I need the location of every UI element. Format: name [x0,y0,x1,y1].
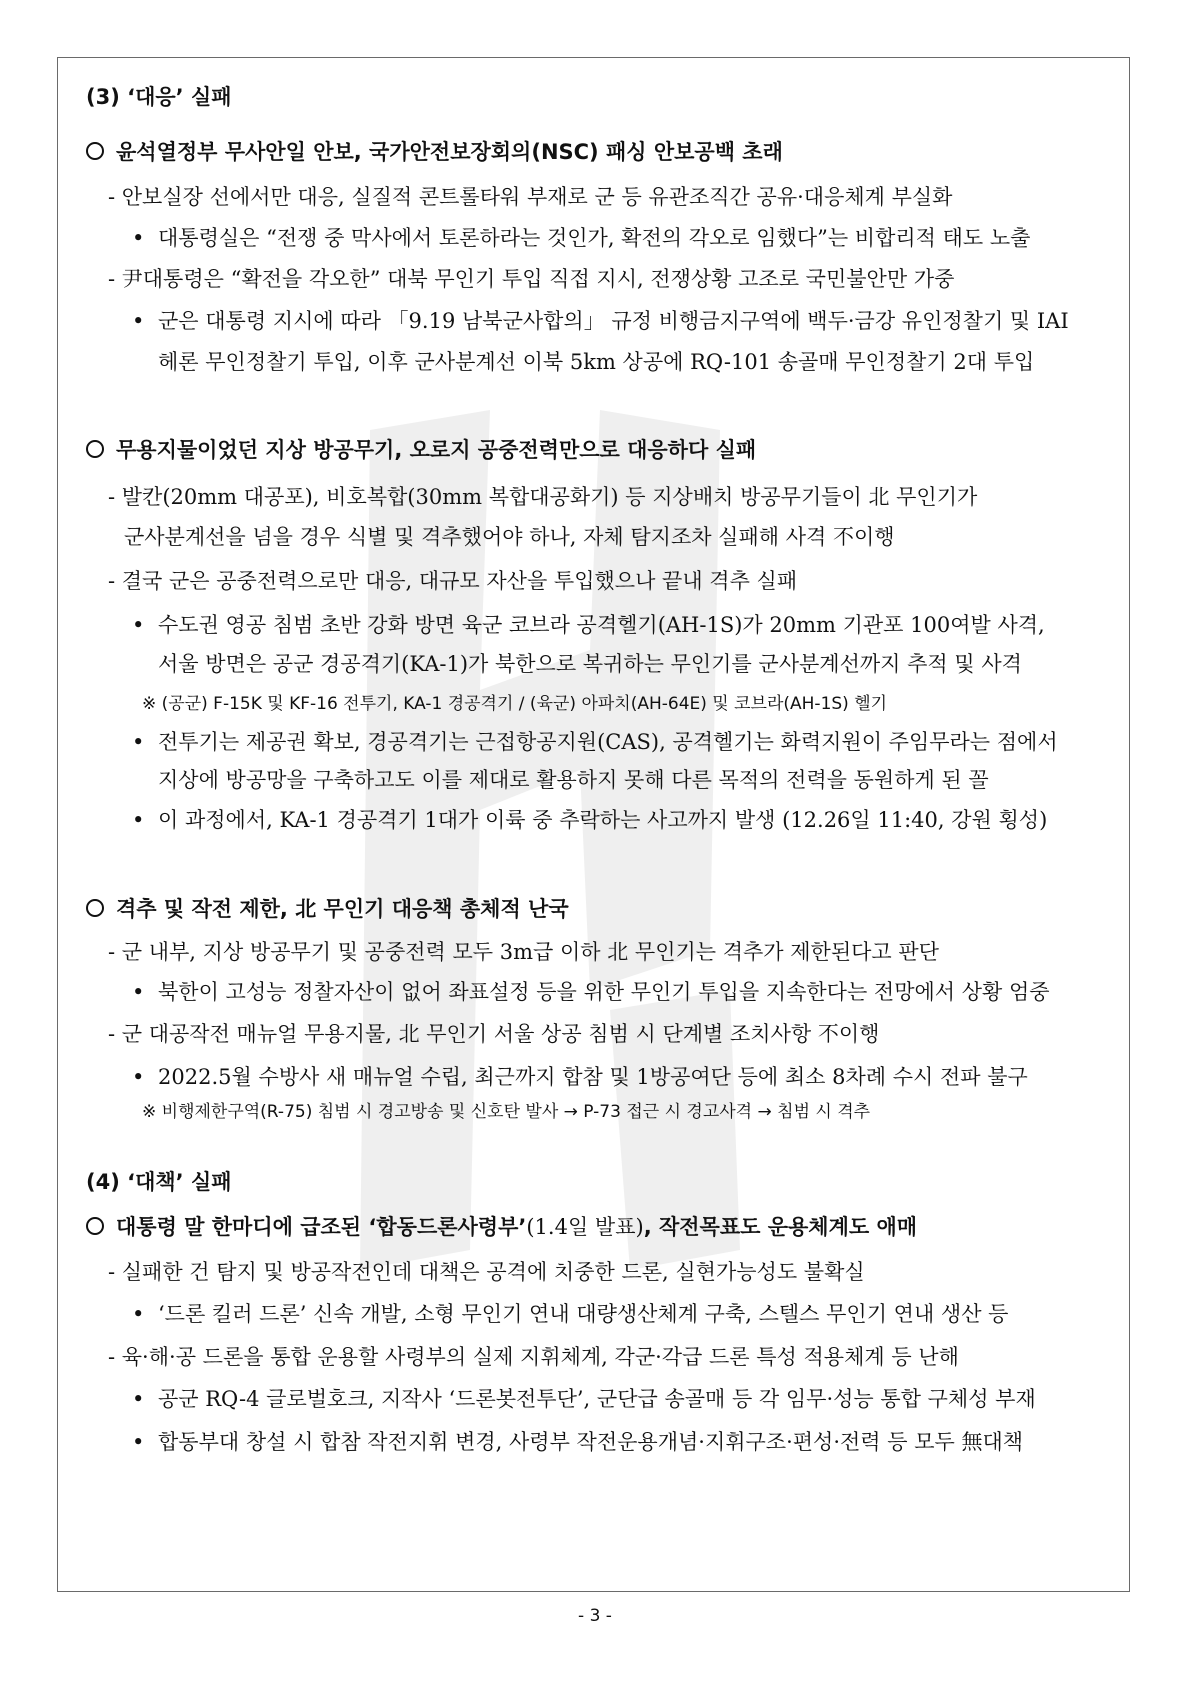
heading-text: 윤석열정부 무사안일 안보, 국가안전보장회의(NSC) 패싱 안보공백 초래 [116,140,783,164]
bullet-text: 북한이 고성능 정찰자산이 없어 좌표설정 등을 위한 무인기 투입을 지속한다는 전망에서 상황 엄중 [158,980,1050,1004]
dash-item: - 육·해·공 드론을 통합 운용할 사령부의 실제 지휘체계, 각군·각급 드론 특성 적용체계 등 난해 [108,1345,959,1369]
bullet-item [86,977,1050,1007]
bullet-text: 공군 RQ-4 글로벌호크, 지작사 ‘드론봇전투단’, 군단급 송골매 등 각 임무·성능 통합 구체성 부재 [158,1387,1036,1411]
bullet-text: 이 과정에서, KA-1 경공격기 1대가 이륙 중 추락하는 사고까지 발생 (12.26일 11:40, 강원 횡성) [158,808,1048,832]
bullet-item [86,805,1047,835]
bullet-text: 전투기는 제공권 확보, 경공격기는 근접항공지원(CAS), 공격헬기는 화력지원이 주임무라는 점에서 [158,730,1058,754]
bullet-text: 대통령실은 “전쟁 중 막사에서 토론하라는 것인가, 확전의 각오로 임했다”는 비합리적 태도 노출 [158,226,1031,250]
bullet-item [86,610,1045,640]
dot-bullet-icon: • [132,808,145,832]
dot-bullet-icon: • [132,226,145,250]
circle-bullet-icon [86,440,104,458]
heading-item [86,894,569,924]
note-line: ※ (공군) F-15K 및 KF-16 전투기, KA-1 경공격기 / (육군) 아파치(AH-64E) 및 코브라(AH-1S) 헬기 [142,694,888,714]
dot-bullet-icon: • [132,613,145,637]
heading-text: 대통령 말 한마디에 급조된 ‘합동드론사령부’ [116,1215,527,1239]
dash-item: - 결국 군은 공중전력으로만 대응, 대규모 자산을 투입했으나 끝내 격추 실패 [108,569,798,593]
dash-item: - 실패한 건 탐지 및 방공작전인데 대책은 공격에 치중한 드론, 실현가능성도 불확실 [108,1260,865,1284]
bullet-text: ‘드론 킬러 드론’ 신속 개발, 소형 무인기 연내 대량생산체계 구축, 스텔스 무인기 연내 생산 등 [158,1302,1009,1326]
dot-bullet-icon: • [132,1065,145,1089]
dash-item: - 군 대공작전 매뉴얼 무용지물, 北 무인기 서울 상공 침범 시 단계별 조치사항 不이행 [108,1022,880,1046]
bullet-item [86,223,1030,253]
heading-item [86,1212,917,1242]
section-title: (4) ‘대책’ 실패 [86,1170,232,1194]
section-title: (3) ‘대응’ 실패 [86,85,232,109]
bullet-item [86,1062,1028,1092]
bullet-text: 군은 대통령 지시에 따라 「9.19 남북군사합의」 규정 비행금지구역에 백두·금강 유인정찰기 및 IAI [158,309,1069,333]
circle-bullet-icon [86,899,104,917]
heading-date-text: (1.4일 발표) [526,1215,644,1239]
dot-bullet-icon: • [132,1430,145,1454]
continuation-line: 지상에 방공망을 구축하고도 이를 제대로 활용하지 못해 다른 목적의 전력을 동원하게 된 꼴 [158,768,989,792]
dash-item: - 발칸(20mm 대공포), 비호복합(30mm 복합대공화기) 등 지상배치 방공무기들이 北 무인기가 [108,485,978,509]
dot-bullet-icon: • [132,1302,145,1326]
continuation-line: 헤론 무인정찰기 투입, 이후 군사분계선 이북 5km 상공에 RQ-101 송골매 무인정찰기 2대 투입 [158,350,1035,374]
page-number: - 3 - [578,1606,612,1626]
dash-item: - 안보실장 선에서만 대응, 실질적 콘트롤타워 부재로 군 등 유관조직간 공유·대응체계 부실화 [108,185,953,209]
dash-item: - 尹대통령은 “확전을 각오한” 대북 무인기 투입 직접 지시, 전쟁상황 고조로 국민불안만 가중 [108,267,955,291]
dash-item: - 군 내부, 지상 방공무기 및 공중전력 모두 3m급 이하 北 무인기는 격추가 제한된다고 판단 [108,940,939,964]
bullet-text: 2022.5월 수방사 새 매뉴얼 수립, 최근까지 합참 및 1방공여단 등에 최소 8차례 수시 전파 불구 [158,1065,1028,1089]
heading-item [86,435,756,465]
continuation-line: 군사분계선을 넘을 경우 식별 및 격추했어야 하나, 자체 탐지조차 실패해 사격 不이행 [124,525,895,549]
heading-text: 무용지물이었던 지상 방공무기, 오로지 공중전력만으로 대응하다 실패 [116,438,757,462]
dot-bullet-icon: • [132,980,145,1004]
heading-text: 격추 및 작전 제한, 北 무인기 대응책 총체적 난국 [116,897,569,921]
circle-bullet-icon [86,1217,104,1235]
bullet-item [86,1427,1023,1457]
circle-bullet-icon [86,142,104,160]
bullet-item [86,306,1069,336]
bullet-item [86,1299,1008,1329]
dot-bullet-icon: • [132,1387,145,1411]
bullet-item [86,727,1058,757]
heading-item [86,137,783,167]
bullet-text: 수도권 영공 침범 초반 강화 방면 육군 코브라 공격헬기(AH-1S)가 20mm 기관포 100여발 사격, [158,613,1045,637]
dot-bullet-icon: • [132,730,145,754]
heading-tail-text: , 작전목표도 운용체계도 애매 [643,1215,918,1239]
bullet-text: 합동부대 창설 시 합참 작전지휘 변경, 사령부 작전운용개념·지휘구조·편성·전력 등 모두 無대책 [158,1430,1024,1454]
bullet-item [86,1384,1036,1414]
note-line: ※ 비행제한구역(R-75) 침범 시 경고방송 및 신호탄 발사 → P-73 접근 시 경고사격 → 침범 시 격추 [142,1102,871,1122]
continuation-line: 서울 방면은 공군 경공격기(KA-1)가 북한으로 복귀하는 무인기를 군사분계선까지 추적 및 사격 [158,652,1022,676]
dot-bullet-icon: • [132,309,145,333]
